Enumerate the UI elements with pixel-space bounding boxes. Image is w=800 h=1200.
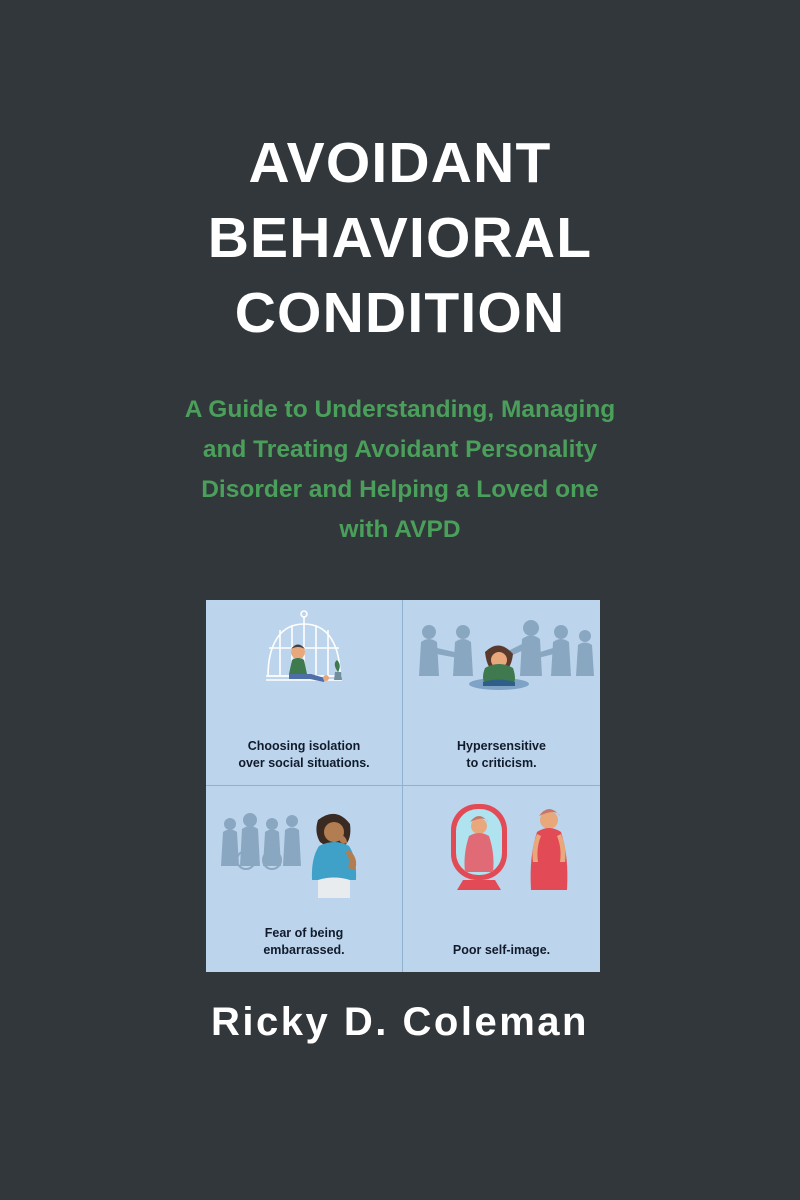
quadrant-caption-self-image: Poor self-image.	[452, 942, 551, 957]
subtitle	[150, 390, 650, 550]
cover-illustration	[206, 600, 600, 972]
pointing-figures-icon	[403, 608, 600, 716]
quadrant-caption-embarrassment: Fear of being embarrassed.	[263, 926, 345, 957]
subtitle-line-3: Disorder and Helping a Loved one	[201, 475, 599, 503]
illustration-quadrant-embarrassment	[206, 786, 403, 972]
page-title	[0, 126, 800, 352]
author-name: Ricky D. Coleman	[211, 1000, 589, 1044]
author	[0, 1000, 800, 1045]
quadrant-caption-isolation: Choosing isolation over social situations.	[238, 739, 370, 770]
quadrant-caption-hypersensitive: Hypersensitive to criticism.	[457, 739, 546, 770]
title-line-1: AVOIDANT	[248, 131, 552, 195]
illustration-quadrant-self-image	[403, 786, 600, 972]
person-in-birdcage-icon	[206, 608, 402, 716]
subtitle-line-1: A Guide to Understanding, Managing	[184, 396, 616, 423]
title-line-3: CONDITION	[234, 281, 566, 346]
illustration-quadrant-hypersensitive	[403, 600, 600, 786]
title-line-2: BEHAVIORAL	[207, 206, 593, 271]
mirror-self-image-icon	[403, 794, 600, 902]
subtitle-line-4: with AVPD	[339, 515, 461, 543]
illustration-quadrant-isolation	[206, 600, 403, 786]
woman-covering-mouth-icon	[206, 794, 402, 902]
subtitle-line-2: and Treating Avoidant Personality	[202, 435, 598, 463]
